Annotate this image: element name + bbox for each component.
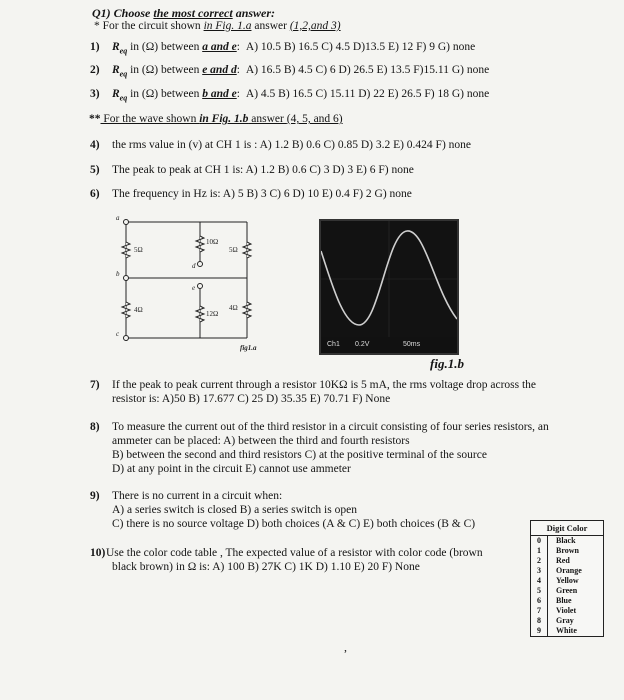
question-text: The frequency in Hz is: A) 5 B) 3 C) 6 D) 10 E) 0.4 F) 2 G) none — [112, 188, 412, 200]
color-row — [531, 546, 603, 556]
node-d-label: d — [192, 262, 196, 270]
question-number: 3) — [90, 88, 100, 100]
color-name: Red — [556, 556, 570, 565]
node-b — [124, 276, 129, 281]
question-text: The peak to peak at CH 1 is: A) 1.2 B) 0.6 C) 3 D) 3 E) 6 F) none — [112, 164, 414, 176]
question-number: 5) — [90, 164, 100, 176]
question-number: 2) — [90, 64, 100, 76]
question-number: 7) — [90, 379, 100, 391]
question-options: A) 16.5 B) 4.5 C) 6 D) 26.5 E) 13.5 F)15.11 G) none — [245, 64, 490, 76]
node-a — [124, 220, 129, 225]
question-line: To measure the current out of the third resistor in a circuit consisting of four series resistors, an — [112, 421, 549, 433]
question-6 — [90, 187, 412, 201]
question-mid: in (Ω) between — [127, 41, 203, 53]
question-number: 10) — [90, 547, 106, 559]
question-number: 8) — [90, 421, 100, 433]
question-1 — [90, 40, 475, 58]
resistor-label-4-left: 4Ω — [134, 306, 143, 314]
color-table-header: Digit Color — [531, 521, 603, 536]
req-subscript: eq — [119, 69, 128, 79]
color-row — [531, 536, 603, 546]
color-digit: 3 — [531, 566, 548, 576]
color-digit: 7 — [531, 606, 548, 616]
question-suffix: : — [236, 41, 240, 53]
question-8 — [90, 420, 549, 476]
scope-volts-div: 0.2V — [355, 341, 370, 348]
node-e-label: e — [192, 284, 196, 292]
wave-stars: ** — [89, 113, 101, 125]
color-digit: 4 — [531, 576, 548, 586]
question-line: Use the color code table , The expected value of a resistor with color code (brown — [106, 547, 483, 559]
color-name: Violet — [556, 606, 577, 615]
scope-channel-label: Ch1 — [327, 341, 340, 348]
question-2 — [90, 63, 489, 81]
color-code-table — [530, 520, 604, 637]
question-line: There is no current in a circuit when: — [112, 490, 283, 502]
color-digit: 0 — [531, 536, 548, 546]
color-digit: 9 — [531, 626, 548, 636]
color-name: Green — [556, 586, 578, 595]
resistor-left-bottom — [122, 302, 130, 318]
color-row — [531, 616, 603, 626]
scope-trace — [321, 221, 457, 337]
color-name: Blue — [556, 596, 572, 605]
question-line: C) there is no source voltage D) both choices (A & C) E) both choices (B & C) — [112, 518, 476, 530]
question-suffix: : — [236, 64, 240, 76]
question-4 — [90, 138, 471, 152]
question-line: A) a series switch is closed B) a series switch is open — [112, 504, 357, 516]
color-name: White — [556, 626, 577, 635]
color-row — [531, 626, 603, 636]
resistor-label-10: 10Ω — [206, 238, 219, 246]
instruction-prefix: * For the circuit shown — [94, 20, 204, 32]
question-mid: in (Ω) between — [127, 64, 203, 76]
circuit-caption: fig1.a — [240, 344, 257, 352]
scope-time-div: 50ms — [403, 341, 421, 348]
req-symbol: R — [112, 64, 120, 76]
instruction-fig: in Fig. 1.a — [203, 20, 252, 32]
question-line: resistor is: A)50 B) 17.677 C) 25 D) 35.35 E) 70.71 F) None — [112, 393, 391, 405]
title-choose: Choose — [113, 6, 154, 20]
req-symbol: R — [112, 88, 120, 100]
wave-fig: in Fig. 1.b — [199, 113, 249, 125]
color-row — [531, 566, 603, 576]
node-b-label: b — [116, 270, 120, 278]
question-line: If the peak to peak current through a resistor 10KΩ is 5 mA, the rms voltage drop across the — [112, 379, 537, 391]
question-text: the rms value in (v) at CH 1 is : A) 1.2 B) 0.6 C) 0.85 D) 3.2 E) 0.424 F) none — [112, 139, 472, 151]
req-symbol: R — [112, 41, 120, 53]
footer-mark: , — [344, 640, 347, 654]
question-mid: in (Ω) between — [127, 88, 203, 100]
resistor-left-top — [122, 242, 130, 258]
color-name: Orange — [556, 566, 582, 575]
circuit-diagram — [112, 210, 282, 355]
color-digit: 6 — [531, 596, 548, 606]
node-e — [198, 284, 203, 289]
resistor-right-bottom — [243, 302, 251, 318]
question-number: 6) — [90, 188, 100, 200]
oscilloscope-screen — [319, 219, 459, 355]
question-7 — [90, 378, 536, 406]
scope-settings-bar — [321, 337, 457, 353]
question-nodes: a and e — [202, 41, 237, 53]
title-answer: answer: — [232, 6, 276, 20]
resistor-right-top — [243, 242, 251, 258]
wave-instruction — [89, 112, 343, 126]
instruction-items: (1,2,and 3) — [289, 20, 341, 32]
color-digit: 1 — [531, 546, 548, 556]
question-5 — [90, 163, 414, 177]
color-row — [531, 556, 603, 566]
wave-items: (4, 5, and 6) — [286, 113, 343, 125]
question-9 — [90, 489, 475, 531]
color-digit: 2 — [531, 556, 548, 566]
wave-text-pre: For the wave shown — [100, 113, 200, 125]
question-options: A) 4.5 B) 16.5 C) 15.11 D) 22 E) 26.5 F) 18 G) none — [245, 88, 490, 100]
question-line: black brown) in Ω is: A) 100 B) 27K C) 1K D) 1.10 E) 20 F) None — [112, 561, 420, 573]
color-name: Black — [556, 536, 576, 545]
question-nodes: b and e — [202, 88, 237, 100]
resistor-label-5-left: 5Ω — [134, 246, 143, 254]
color-row — [531, 606, 603, 616]
resistor-center-bottom — [196, 306, 204, 322]
resistor-label-5-right: 5Ω — [229, 246, 238, 254]
node-c — [124, 336, 129, 341]
node-a-label: a — [116, 214, 120, 222]
resistor-label-12: 12Ω — [206, 310, 219, 318]
question-number: 1) — [90, 41, 100, 53]
question-line: B) between the second and third resistors C) at the positive terminal of the source — [112, 449, 487, 461]
instruction-answer: answer — [251, 20, 290, 32]
question-number: 9) — [90, 490, 100, 502]
section-title — [92, 6, 275, 20]
question-number: 4) — [90, 139, 100, 151]
title-prefix: Q1) — [92, 6, 111, 20]
req-subscript: eq — [119, 93, 128, 103]
req-subscript: eq — [119, 46, 128, 56]
color-row — [531, 596, 603, 606]
color-name: Gray — [556, 616, 574, 625]
color-row — [531, 576, 603, 586]
question-3 — [90, 87, 489, 105]
resistor-center-top — [196, 236, 204, 252]
circuit-instruction — [94, 19, 341, 33]
color-digit: 5 — [531, 586, 548, 596]
color-digit: 8 — [531, 616, 548, 626]
question-10 — [90, 546, 483, 574]
color-row — [531, 586, 603, 596]
node-d — [198, 262, 203, 267]
resistor-label-4-right: 4Ω — [229, 304, 238, 312]
title-most-correct: the most correct — [153, 6, 233, 20]
question-suffix: : — [236, 88, 240, 100]
scope-caption: fig.1.b — [430, 356, 464, 371]
color-name: Brown — [556, 546, 579, 555]
node-c-label: c — [116, 330, 120, 338]
question-line: D) at any point in the circuit E) cannot use ammeter — [112, 463, 351, 475]
wave-text-answer: answer — [248, 113, 287, 125]
question-options: A) 10.5 B) 16.5 C) 4.5 D)13.5 E) 12 F) 9 G) none — [245, 41, 476, 53]
question-nodes: e and d — [202, 64, 237, 76]
question-line: ammeter can be placed: A) between the third and fourth resistors — [112, 435, 410, 447]
color-name: Yellow — [556, 576, 579, 585]
